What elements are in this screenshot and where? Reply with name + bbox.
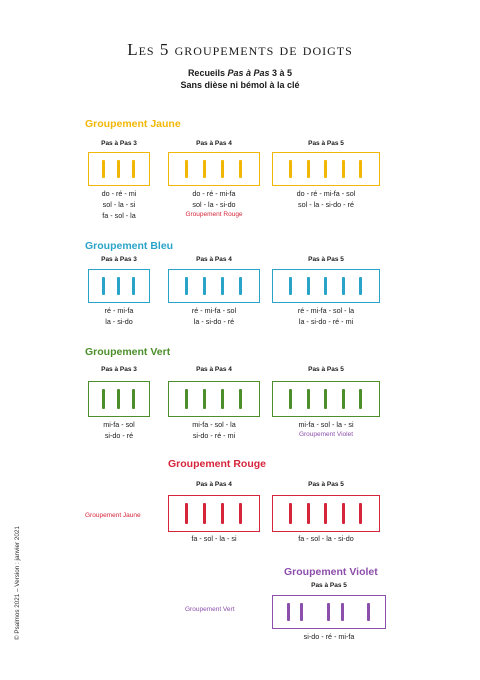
note-line: fa - sol - la - si bbox=[191, 534, 237, 543]
finger-bar bbox=[287, 603, 290, 621]
finger-bar bbox=[185, 160, 188, 178]
finger-bar bbox=[289, 389, 292, 409]
group-heading: Groupement Violet bbox=[284, 566, 378, 578]
side-reference: Groupement Vert bbox=[185, 606, 235, 613]
finger-bar bbox=[307, 503, 310, 524]
pas-label: Pas à Pas 5 bbox=[308, 256, 344, 263]
finger-box bbox=[168, 152, 260, 186]
finger-bar bbox=[359, 389, 362, 409]
finger-box bbox=[88, 152, 150, 186]
finger-box bbox=[168, 381, 260, 417]
group-heading: Groupement Jaune bbox=[85, 118, 181, 130]
note-line: sol - la - si-do - ré bbox=[298, 200, 354, 209]
note-line: do - ré - mi bbox=[101, 189, 137, 198]
finger-bar bbox=[132, 389, 135, 409]
finger-bar bbox=[289, 160, 292, 178]
finger-box bbox=[88, 381, 150, 417]
finger-bar bbox=[221, 503, 224, 524]
subtitle-em: Pas à Pas bbox=[227, 68, 270, 78]
finger-bar bbox=[327, 603, 330, 621]
finger-bar bbox=[221, 160, 224, 178]
pas-label: Pas à Pas 4 bbox=[196, 256, 232, 263]
note-line: si-do - ré - mi-fa bbox=[303, 632, 355, 641]
finger-bar bbox=[307, 277, 310, 295]
subtitle-2: Sans dièse ni bémol à la clé bbox=[180, 80, 300, 90]
group-heading: Groupement Bleu bbox=[85, 240, 174, 252]
pas-label: Pas à Pas 3 bbox=[101, 140, 137, 147]
note-line: mi-fa - sol bbox=[103, 420, 135, 429]
pas-label: Pas à Pas 4 bbox=[196, 140, 232, 147]
finger-bar bbox=[102, 277, 105, 295]
finger-bar bbox=[359, 503, 362, 524]
pas-label: Pas à Pas 4 bbox=[196, 481, 232, 488]
note-line: fa - sol - la - si-do bbox=[298, 534, 354, 543]
finger-bar bbox=[239, 389, 242, 409]
subtitle-post: 3 à 5 bbox=[269, 68, 293, 78]
side-reference: Groupement Jaune bbox=[85, 512, 141, 519]
note-line: do - ré - mi-fa - sol bbox=[296, 189, 356, 198]
finger-bar bbox=[221, 277, 224, 295]
subtitle-pre: Recueils bbox=[187, 68, 228, 78]
finger-bar bbox=[117, 389, 120, 409]
finger-bar bbox=[359, 277, 362, 295]
pas-label: Pas à Pas 5 bbox=[311, 582, 347, 589]
finger-bar bbox=[117, 160, 120, 178]
finger-box bbox=[272, 269, 380, 303]
finger-bar bbox=[239, 503, 242, 524]
finger-bar bbox=[132, 160, 135, 178]
finger-bar bbox=[342, 503, 345, 524]
finger-box bbox=[272, 495, 380, 532]
group-heading: Groupement Rouge bbox=[168, 458, 267, 470]
finger-bar bbox=[203, 389, 206, 409]
note-line: sol - la - si-do bbox=[192, 200, 236, 209]
finger-bar bbox=[342, 160, 345, 178]
finger-bar bbox=[185, 503, 188, 524]
finger-bar bbox=[307, 389, 310, 409]
finger-bar bbox=[102, 389, 105, 409]
column-reference: Groupement Violet bbox=[298, 431, 354, 438]
finger-box bbox=[88, 269, 150, 303]
pas-label: Pas à Pas 3 bbox=[101, 366, 137, 373]
finger-bar bbox=[102, 160, 105, 178]
note-line: do - ré - mi-fa bbox=[192, 189, 236, 198]
finger-bar bbox=[185, 389, 188, 409]
finger-bar bbox=[307, 160, 310, 178]
finger-bar bbox=[367, 603, 370, 621]
finger-bar bbox=[239, 277, 242, 295]
finger-bar bbox=[239, 160, 242, 178]
note-line: ré - mi-fa - sol - la bbox=[297, 306, 355, 315]
note-line: la - si-do - ré - mi bbox=[298, 317, 354, 326]
finger-box bbox=[168, 269, 260, 303]
note-line: la - si-do - ré bbox=[193, 317, 235, 326]
note-line: fa - sol - la bbox=[102, 211, 136, 220]
finger-bar bbox=[300, 603, 303, 621]
finger-box bbox=[168, 495, 260, 532]
note-line: la - si-do bbox=[105, 317, 133, 326]
finger-bar bbox=[132, 277, 135, 295]
finger-bar bbox=[324, 389, 327, 409]
finger-bar bbox=[289, 503, 292, 524]
finger-bar bbox=[221, 389, 224, 409]
finger-bar bbox=[324, 277, 327, 295]
finger-bar bbox=[342, 277, 345, 295]
group-heading: Groupement Vert bbox=[85, 346, 171, 358]
finger-bar bbox=[289, 277, 292, 295]
finger-bar bbox=[341, 603, 344, 621]
finger-bar bbox=[324, 503, 327, 524]
finger-bar bbox=[185, 277, 188, 295]
note-line: ré - mi-fa bbox=[104, 306, 134, 315]
note-line: mi-fa - sol - la bbox=[192, 420, 236, 429]
pas-label: Pas à Pas 5 bbox=[308, 481, 344, 488]
note-line: mi-fa - sol - la - si bbox=[298, 420, 354, 429]
finger-box bbox=[272, 152, 380, 186]
subtitle bbox=[0, 68, 480, 78]
finger-box bbox=[272, 381, 380, 417]
note-line: ré - mi-fa - sol bbox=[191, 306, 237, 315]
pas-label: Pas à Pas 5 bbox=[308, 140, 344, 147]
column-reference: Groupement Rouge bbox=[185, 211, 243, 218]
finger-box bbox=[272, 595, 386, 629]
note-line: si-do - ré bbox=[104, 431, 134, 440]
finger-bar bbox=[342, 389, 345, 409]
finger-bar bbox=[324, 160, 327, 178]
note-line: sol - la - si bbox=[102, 200, 136, 209]
note-line: si-do - ré - mi bbox=[192, 431, 236, 440]
pas-label: Pas à Pas 4 bbox=[196, 366, 232, 373]
pas-label: Pas à Pas 5 bbox=[308, 366, 344, 373]
finger-bar bbox=[203, 277, 206, 295]
finger-bar bbox=[117, 277, 120, 295]
finger-bar bbox=[203, 160, 206, 178]
footer-copyright: © Psalmos 2021 – Version : janvier 2021 bbox=[14, 526, 21, 640]
finger-bar bbox=[359, 160, 362, 178]
finger-bar bbox=[203, 503, 206, 524]
page-title: Les 5 groupements de doigts bbox=[127, 40, 353, 59]
pas-label: Pas à Pas 3 bbox=[101, 256, 137, 263]
